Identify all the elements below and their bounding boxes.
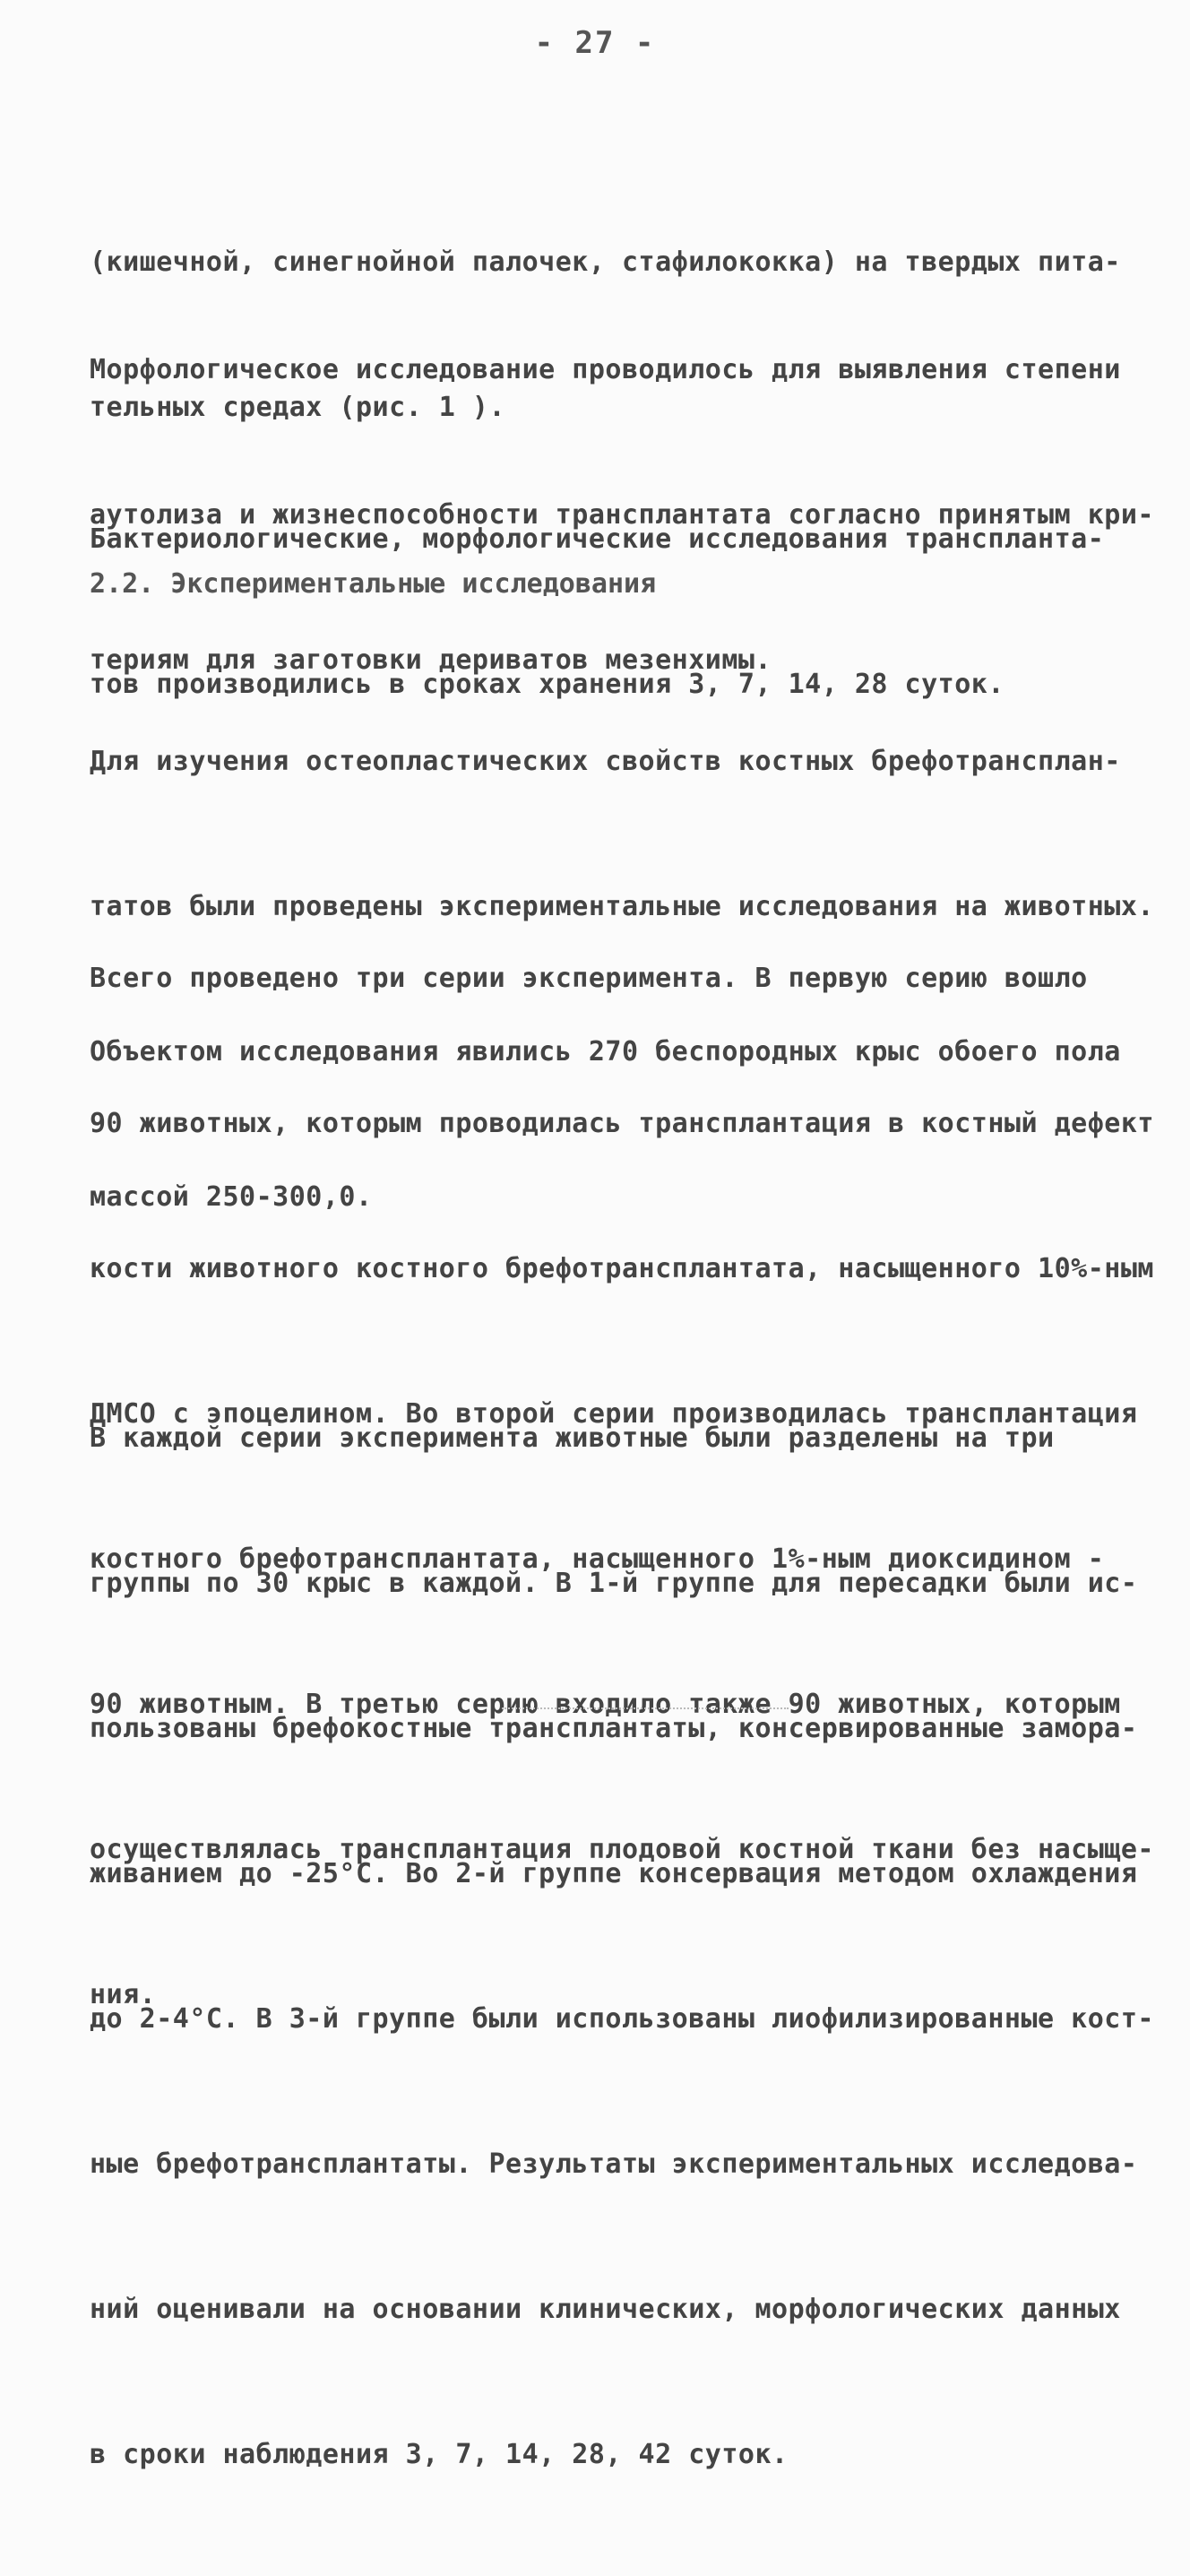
paragraph-line: ные брефотрансплантаты. Результаты экспериментальных исследова- [90,2148,1138,2180]
paragraph-line: живанием до -25°С. Во 2-й группе консервация методом охлаждения [90,1858,1138,1889]
paragraph-line: пользованы брефокостные трансплантаты, консервированные заморa- [90,1713,1138,1744]
paragraph-line: тов производились в сроках хранения 3, 7, 14, 28 суток. [90,669,1005,700]
paragraph-line: Объектом исследования явились 270 беспородных крыс обоего пола [90,1036,1121,1068]
paragraph-line: осуществлялась трансплантация плодовой костной ткани без насыще- [90,1834,1154,1865]
paragraph-line: в сроки наблюдения 3, 7, 14, 28, 42 суток. [90,2439,789,2470]
paragraph-line: тельных средах (рис. 1 ). [90,392,506,423]
page-number: - 27 - [534,25,656,61]
paragraph-line: ния. [90,1979,157,2010]
paragraph-line: 90 животных, которым проводилась трансплантация в костный дефект [90,1108,1154,1139]
paragraph-line: В каждой серии эксперимента животные были разделены на три [90,1422,1055,1454]
paragraph-line: массой 250-300,0. [90,1181,373,1213]
paragraph-line: татов были проведены экспериментальные исследования на животных. [90,891,1154,922]
section-heading: 2.2. Экспериментальные исследования [90,568,657,600]
paragraph-line: Для изучения остеопластических свойств костных брефотрансплан- [90,746,1121,777]
paragraph-line: костного брефотрансплантата, насыщенного 1%-ным диоксидином - [90,1543,1105,1575]
paragraph-line: (кишечной, синегнойной палочек, стафилококка) на твердых пита- [90,246,1121,278]
paragraph-line: группы по 30 крыс в каждой. В 1-й группе для пересадки были ис- [90,1568,1138,1599]
paragraph-line: Морфологическое исследование проводилось для выявления степени [90,354,1121,385]
paragraph-line: аутолиза и жизнеспособности трансплантата согласно принятым кри- [90,499,1154,531]
paragraph-line: териям для заготовки дериватов мезенхимы. [90,644,772,676]
paragraph-6 [90,1318,1154,2576]
paragraph-line: до 2-4°С. В 3-й группе были использованы лиофилизированные кост- [90,2003,1154,2035]
paragraph-line: Бактериологические, морфологические исследования транспланта- [90,523,1105,555]
paragraph-line: 90 животным. В третью серию входило также 90 животных, которым [90,1689,1121,1720]
paragraph-line: ний оценивали на основании клинических, морфологических данных [90,2294,1121,2325]
paragraph-line: ДМСО с эпоцелином. Во второй серии производилась трансплантация [90,1398,1138,1430]
paragraph-line: кости животного костного брефотрансплантата, насыщенного 10%-ным [90,1253,1154,1284]
paragraph-line: Всего проведено три серии эксперимента. В первую серию вошло [90,963,1088,994]
scan-artifact-line [502,1707,789,1713]
